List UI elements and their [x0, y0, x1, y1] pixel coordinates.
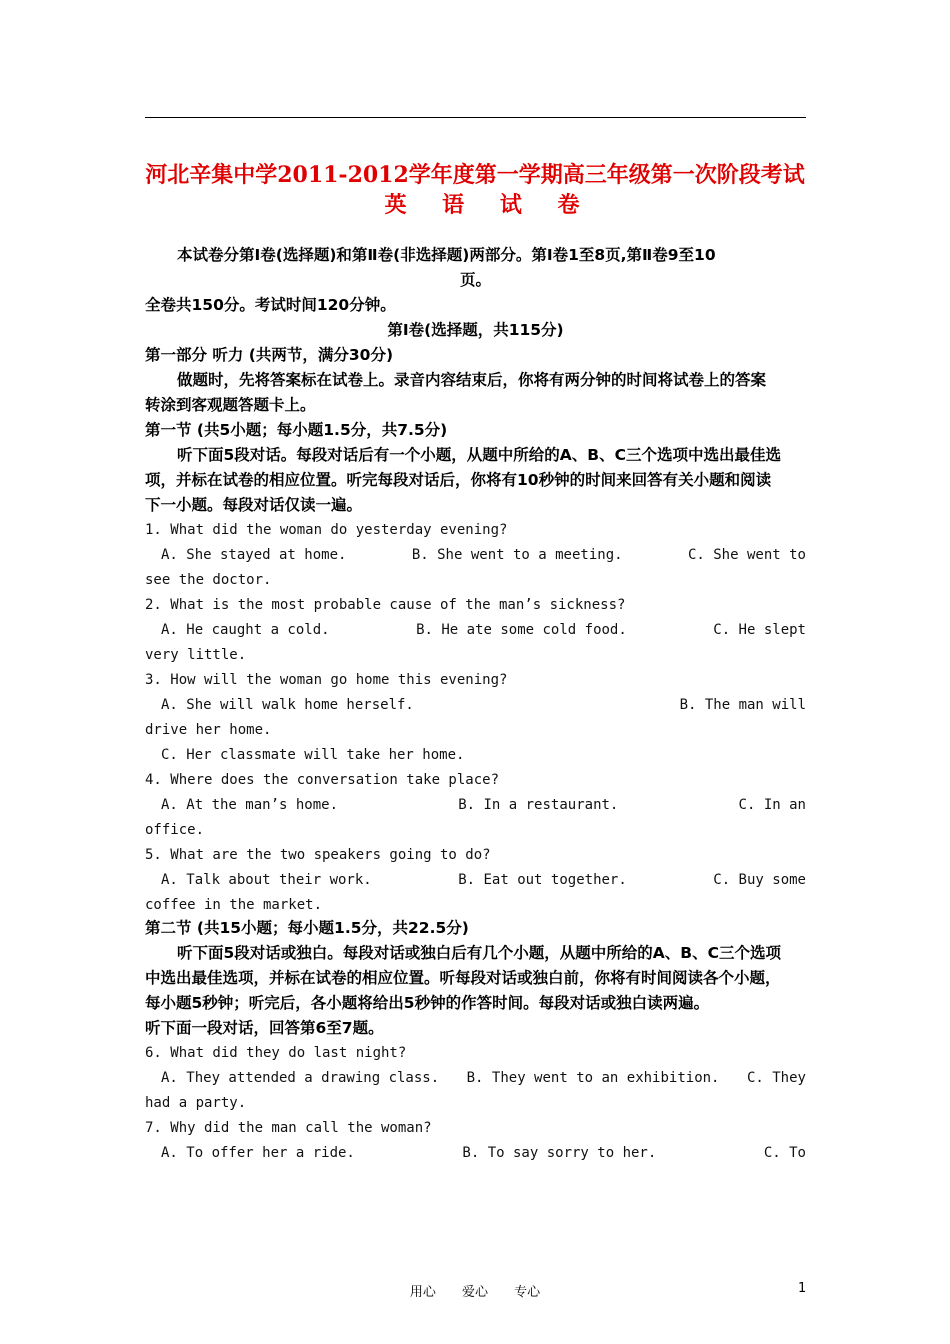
option-a: A. To offer her a ride. — [161, 1145, 355, 1161]
option-a: A. He caught a cold. — [161, 622, 330, 638]
option-b: B. They went to an exhibition. — [466, 1070, 720, 1086]
question-2: 2. What is the most probable cause of the man’s sickness? — [145, 597, 626, 613]
header-rule — [145, 117, 806, 118]
question-7-options — [145, 1141, 806, 1166]
option-c: C. She went to — [687, 547, 806, 563]
option-b: B. In a restaurant. — [458, 797, 619, 813]
question-5: 5. What are the two speakers going to do? — [145, 847, 491, 863]
option-b: B. To say sorry to her. — [462, 1145, 657, 1161]
part1-instruction-1: 做题时，先将答案标在试卷上。录音内容结束后，你将有两分钟的时间将试卷上的答案 — [177, 371, 767, 389]
option-b: B. Eat out together. — [458, 872, 627, 888]
part1-instruction-2: 转涂到客观题答题卡上。 — [145, 396, 316, 414]
question-4: 4. Where does the conversation take place? — [145, 772, 500, 788]
option-c: C. Buy some — [713, 872, 806, 888]
section2-instruction-2: 中选出最佳选项，并标在试卷的相应位置。听每段对话或独白前，你将有时间阅读各个小题， — [145, 969, 781, 987]
option-b: B. She went to a meeting. — [411, 547, 623, 563]
intro-line-1b: 页。 — [459, 271, 491, 289]
question-6: 6. What did they do last night? — [145, 1045, 407, 1061]
question-1-options — [145, 543, 806, 568]
part1-heading: 第一部分 听力 (共两节，满分30分) — [145, 346, 394, 364]
intro-line-2: 全卷共150分。考试时间120分钟。 — [145, 296, 396, 314]
option-b: B. The man will — [679, 697, 806, 713]
section1-instruction-2: 项，并标在试卷的相应位置。听完每段对话后，你将有10秒钟的时间来回答有关小题和阅读 — [145, 471, 772, 489]
option-c: C. He slept — [713, 622, 806, 638]
question-6-option-c-cont: had a party. — [145, 1095, 247, 1111]
question-1-option-c-cont: see the doctor. — [145, 572, 272, 588]
exam-title: 河北辛集中学2011-2012学年度第一学期高三年级第一次阶段考试 — [145, 162, 805, 188]
question-2-option-c-cont: very little. — [145, 647, 247, 663]
question-2-options — [145, 618, 806, 643]
page-footer: 用心 爱心 专心 — [409, 1285, 541, 1300]
option-a: A. At the man’s home. — [161, 797, 339, 813]
page-number: 1 — [798, 1281, 807, 1296]
option-c: C. To — [763, 1145, 806, 1161]
option-c: C. In an — [738, 797, 806, 813]
option-c: C. They — [746, 1070, 806, 1086]
question-3-option-c: C. Her classmate will take her home. — [161, 747, 465, 763]
option-b: B. He ate some cold food. — [416, 622, 627, 638]
section2-subheading: 听下面一段对话，回答第6至7题。 — [145, 1019, 384, 1037]
option-a: A. She will walk home herself. — [161, 697, 414, 713]
option-a: A. They attended a drawing class. — [161, 1070, 440, 1086]
option-a: A. Talk about their work. — [161, 872, 372, 888]
section1-instruction-3: 下一小题。每段对话仅读一遍。 — [145, 496, 363, 514]
section1-instruction-1: 听下面5段对话。每段对话后有一个小题，从题中所给的A、B、C三个选项中选出最佳选 — [177, 446, 781, 464]
section2-heading: 第二节 (共15小题；每小题1.5分，共22.5分) — [145, 919, 469, 937]
question-6-options — [145, 1066, 806, 1091]
section2-instruction-3: 每小题5秒钟；听完后，各小题将给出5秒钟的作答时间。每段对话或独白读两遍。 — [145, 994, 710, 1012]
question-7: 7. Why did the man call the woman? — [145, 1120, 432, 1136]
option-a: A. She stayed at home. — [161, 547, 347, 563]
question-4-option-c-cont: office. — [145, 822, 205, 838]
question-3: 3. How will the woman go home this evening? — [145, 672, 508, 688]
volume-heading: 第Ⅰ卷(选择题，共115分) — [387, 321, 564, 339]
question-4-options — [145, 793, 806, 818]
question-3-options — [145, 693, 806, 718]
question-5-option-c-cont: coffee in the market. — [145, 897, 323, 913]
section1-heading: 第一节 (共5小题；每小题1.5分，共7.5分) — [145, 421, 448, 439]
question-3-option-b-cont: drive her home. — [145, 722, 272, 738]
question-5-options — [145, 868, 806, 893]
intro-line-1: 本试卷分第Ⅰ卷(选择题)和第Ⅱ卷(非选择题)两部分。第Ⅰ卷1至8页,第Ⅱ卷9至10 — [177, 246, 716, 264]
section2-instruction-1: 听下面5段对话或独白。每段对话或独白后有几个小题，从题中所给的A、B、C三个选项 — [177, 944, 781, 962]
question-1: 1. What did the woman do yesterday evening? — [145, 522, 508, 538]
exam-subtitle: 英 语 试 卷 — [384, 192, 594, 218]
